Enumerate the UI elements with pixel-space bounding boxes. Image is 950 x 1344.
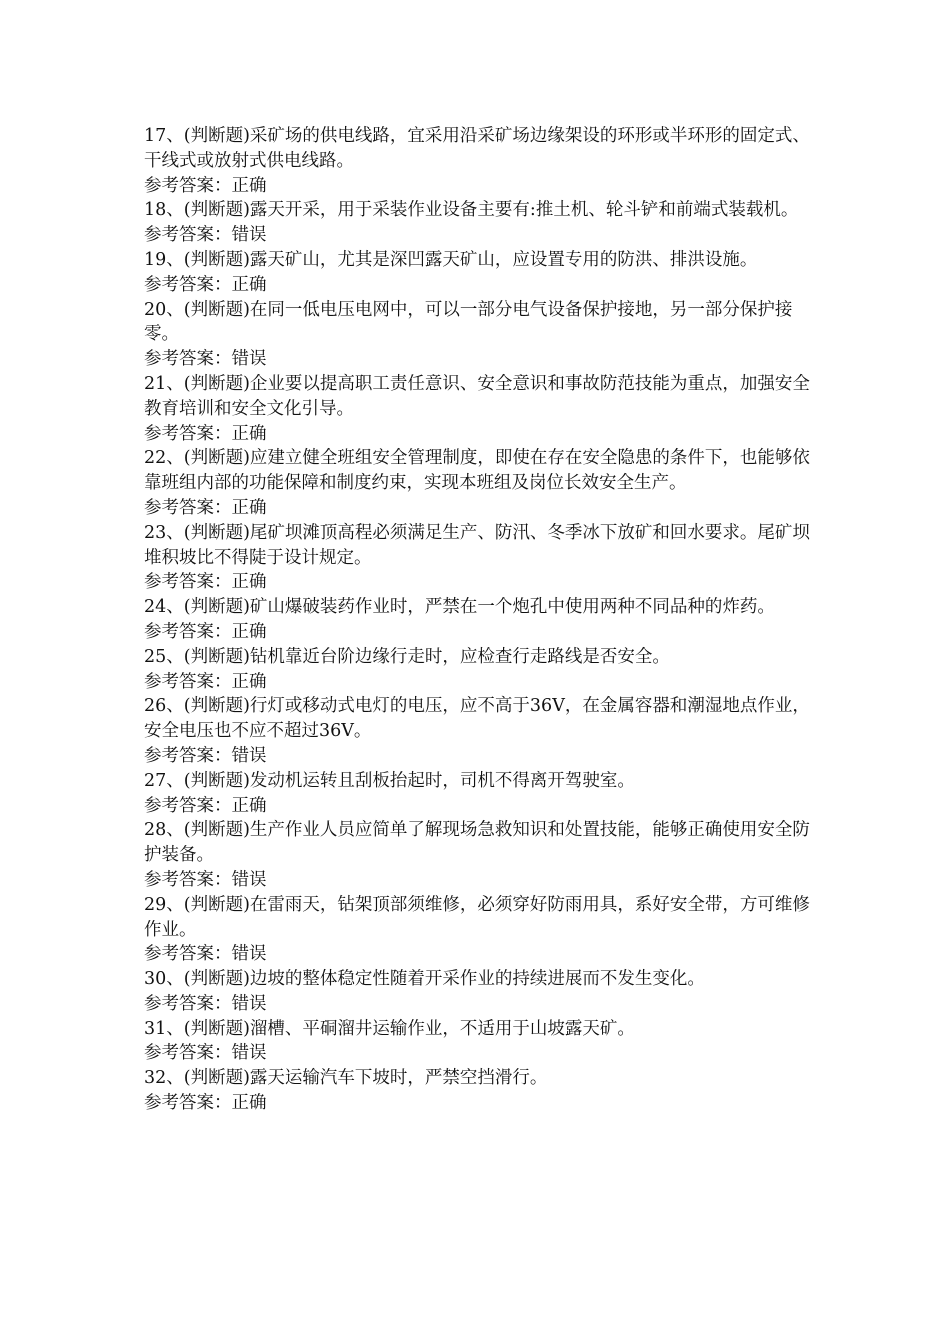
question-item bbox=[144, 298, 824, 372]
question-text: 18、(判断题)露天开采，用于采装作业设备主要有:推土机、轮斗铲和前端式装载机。 bbox=[144, 200, 799, 221]
answer-text: 参考答案：正确 bbox=[144, 795, 267, 816]
question-list bbox=[144, 124, 824, 1116]
question-item bbox=[144, 818, 824, 892]
question-text: 21、(判断题)企业要以提高职工责任意识、安全意识和事故防范技能为重点，加强安全教育培训和安全文化引导。 bbox=[144, 373, 810, 419]
question-text: 26、(判断题)行灯或移动式电灯的电压，应不高于36V，在金属容器和潮湿地点作业，安全电压也不应不超过36V。 bbox=[144, 696, 810, 742]
answer-text: 参考答案：错误 bbox=[144, 944, 267, 965]
answer-text: 参考答案：错误 bbox=[144, 869, 267, 890]
answer-text: 参考答案：正确 bbox=[144, 1093, 267, 1114]
question-item bbox=[144, 967, 824, 1017]
question-item bbox=[144, 248, 824, 298]
answer-text: 参考答案：正确 bbox=[144, 497, 267, 518]
question-item bbox=[144, 1066, 824, 1116]
answer-text: 参考答案：正确 bbox=[144, 671, 267, 692]
question-text: 32、(判断题)露天运输汽车下坡时，严禁空挡滑行。 bbox=[144, 1068, 548, 1089]
question-text: 17、(判断题)采矿场的供电线路，宜采用沿采矿场边缘架设的环形或半环形的固定式、干线式或放射式供电线路。 bbox=[144, 126, 810, 171]
question-text: 22、(判断题)应建立健全班组安全管理制度，即使在存在安全隐患的条件下，也能够依靠班组内部的功能保障和制度约束，实现本班组及岗位长效安全生产。 bbox=[144, 448, 810, 494]
question-item bbox=[144, 446, 824, 520]
answer-text: 参考答案：错误 bbox=[144, 225, 267, 246]
answer-text: 参考答案：正确 bbox=[144, 175, 267, 196]
question-text: 19、(判断题)露天矿山，尤其是深凹露天矿山，应设置专用的防洪、排洪设施。 bbox=[144, 249, 758, 270]
question-text: 27、(判断题)发动机运转且刮板抬起时，司机不得离开驾驶室。 bbox=[144, 770, 635, 791]
question-item bbox=[144, 372, 824, 446]
question-text: 24、(判断题)矿山爆破装药作业时，严禁在一个炮孔中使用两种不同品种的炸药。 bbox=[144, 597, 775, 618]
question-text: 20、(判断题)在同一低电压电网中，可以一部分电气设备保护接地，另一部分保护接零。 bbox=[144, 299, 793, 345]
answer-text: 参考答案：错误 bbox=[144, 745, 267, 766]
question-item bbox=[144, 198, 824, 248]
question-item bbox=[144, 124, 824, 198]
question-text: 29、(判断题)在雷雨天，钻架顶部须维修，必须穿好防雨用具，系好安全带，方可维修作业。 bbox=[144, 894, 810, 940]
answer-text: 参考答案：正确 bbox=[144, 423, 267, 444]
answer-text: 参考答案：正确 bbox=[144, 572, 267, 593]
question-text: 30、(判断题)边坡的整体稳定性随着开采作业的持续进展而不发生变化。 bbox=[144, 969, 705, 990]
question-item bbox=[144, 769, 824, 819]
answer-text: 参考答案：错误 bbox=[144, 993, 267, 1014]
question-text: 31、(判断题)溜槽、平硐溜井运输作业，不适用于山坡露天矿。 bbox=[144, 1018, 635, 1039]
question-text: 28、(判断题)生产作业人员应简单了解现场急救知识和处置技能，能够正确使用安全防护装备。 bbox=[144, 820, 810, 866]
answer-text: 参考答案：正确 bbox=[144, 274, 267, 295]
question-item bbox=[144, 694, 824, 768]
question-item bbox=[144, 521, 824, 595]
answer-text: 参考答案：错误 bbox=[144, 349, 267, 370]
answer-text: 参考答案：错误 bbox=[144, 1043, 267, 1064]
answer-text: 参考答案：正确 bbox=[144, 621, 267, 642]
question-item bbox=[144, 595, 824, 645]
question-item bbox=[144, 1017, 824, 1067]
question-text: 23、(判断题)尾矿坝滩顶高程必须满足生产、防汛、冬季冰下放矿和回水要求。尾矿坝堆积坡比不得陡于设计规定。 bbox=[144, 522, 810, 568]
question-item bbox=[144, 893, 824, 967]
question-text: 25、(判断题)钻机靠近台阶边缘行走时，应检查行走路线是否安全。 bbox=[144, 646, 670, 667]
question-item bbox=[144, 645, 824, 695]
